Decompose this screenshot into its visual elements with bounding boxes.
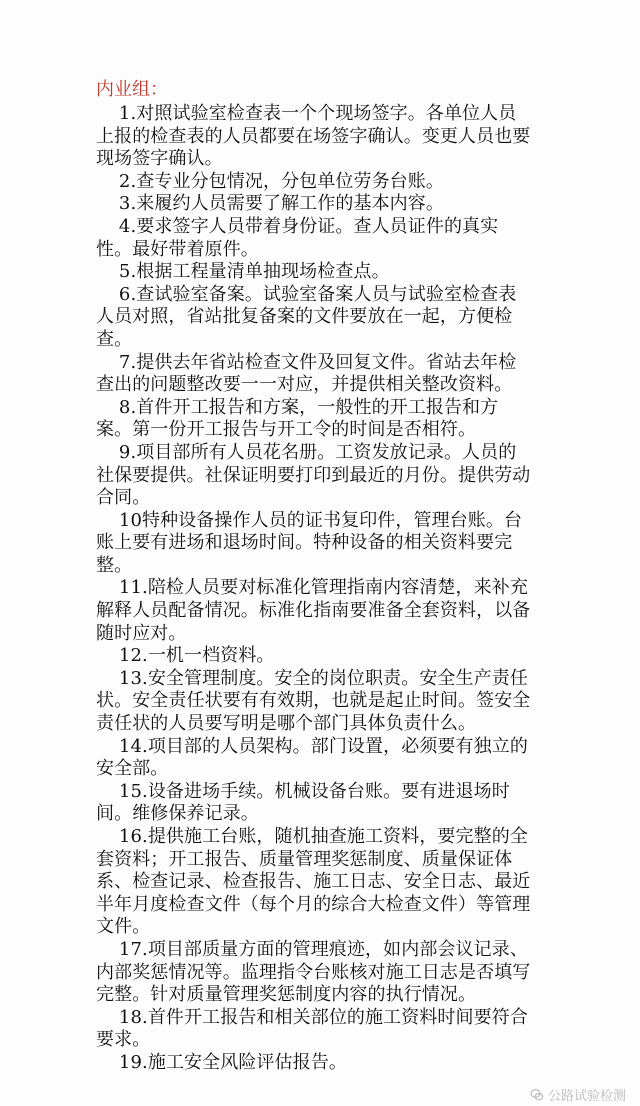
document-body bbox=[96, 79, 532, 1075]
checklist-item: 19.施工安全风险评估报告。 bbox=[118, 1051, 347, 1073]
checklist bbox=[96, 103, 532, 1075]
checklist-item: 7.提供去年省站检查文件及回复文件。省站去年检查出的问题整改要一一对应，并提供相关整改资料。 bbox=[96, 351, 517, 396]
checklist-item: 2.查专业分包情况，分包单位劳务台账。 bbox=[118, 170, 444, 192]
checklist-item: 4.要求签字人员带着身份证。查人员证件的真实性。最好带着原件。 bbox=[96, 215, 499, 260]
checklist-item: 10特种设备操作人员的证书复印件，管理台账。台账上要有进场和退场时间。特种设备的相关资料要完整。 bbox=[96, 509, 523, 576]
section-heading: 内业组： bbox=[96, 79, 168, 100]
checklist-item: 14.项目部的人员架构。部门设置，必须要有独立的安全部。 bbox=[96, 735, 528, 780]
checklist-item: 11.陪检人员要对标准化管理指南内容清楚，来补充解释人员配备情况。标准化指南要准备全套资料，以备随时应对。 bbox=[96, 577, 531, 644]
checklist-item: 6.查试验室备案。试验室备案人员与试验室检查表人员对照，省站批复备案的文件要放在一起，方便检查。 bbox=[96, 283, 517, 350]
checklist-item: 12.一机一档资料。 bbox=[118, 645, 275, 667]
checklist-item: 15.设备进场手续。机械设备台账。要有进退场时间。维修保养记录。 bbox=[96, 780, 510, 825]
checklist-item: 8.首件开工报告和方案，一般性的开工报告和方案。第一份开工报告与开工令的时间是否相符。 bbox=[96, 396, 499, 441]
watermark-text: 公路试验检测 bbox=[547, 1089, 626, 1104]
checklist-item: 3.来履约人员需要了解工作的基本内容。 bbox=[118, 193, 444, 215]
checklist-item: 16.提供施工台账，随机抽查施工资料，要完整的全套资料；开工报告、质量管理奖惩制度、质量保证体系、检查记录、检查报告、施工日志、安全日志、最近半年月度检查文件（每个月的综合大检查文件）等管理文件。 bbox=[96, 826, 531, 938]
checklist-item: 9.项目部所有人员花名册。工资发放记录。人员的社保要提供。社保证明要打印到最近的月份。提供劳动合同。 bbox=[96, 441, 531, 509]
checklist-item: 18.首件开工报告和相关部位的施工资料时间要符合要求。 bbox=[96, 1006, 528, 1051]
watermark bbox=[530, 1085, 626, 1104]
wechat-icon bbox=[530, 1088, 544, 1102]
checklist-item: 17.项目部质量方面的管理痕迹，如内部会议记录、内部奖惩情况等。监理指令台账核对施工日志是否填写完整。针对质量管理奖惩制度内容的执行情况。 bbox=[96, 938, 531, 1006]
checklist-item: 5.根据工程量清单抽现场检查点。 bbox=[118, 261, 390, 283]
checklist-item: 1.对照试验室检查表一个个现场签字。各单位人员上报的检查表的人员都要在场签字确认。变更人员也要现场签字确认。 bbox=[96, 103, 531, 170]
checklist-item: 13.安全管理制度。安全的岗位职责。安全生产责任状。安全责任状要有有效期，也就是起止时间。签安全责任状的人员要写明是哪个部门具体负责什么。 bbox=[96, 667, 531, 735]
